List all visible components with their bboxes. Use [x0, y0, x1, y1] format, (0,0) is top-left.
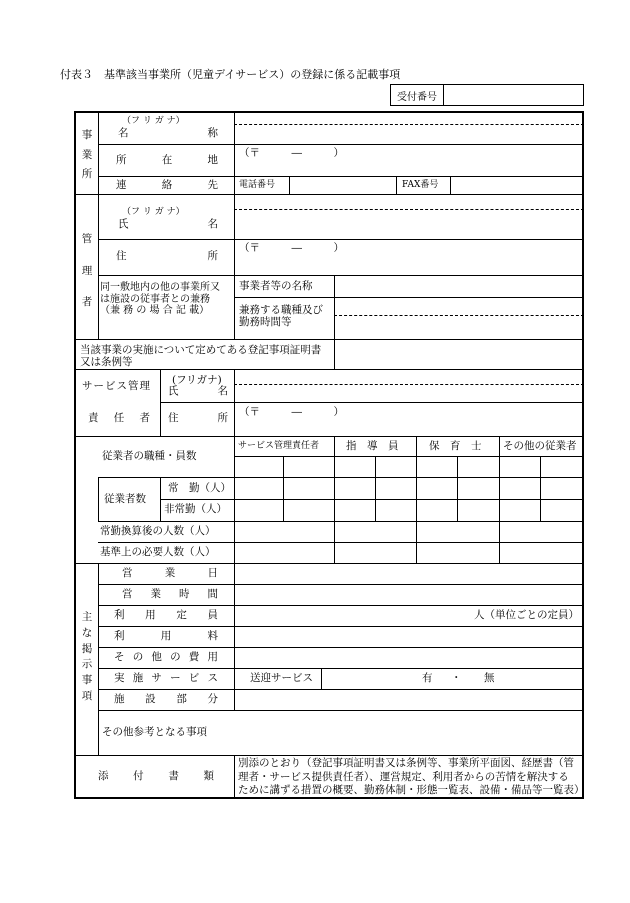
required-count-label: 基準上の必要人数（人）: [100, 546, 216, 558]
capacity-note: 人（単位ごとの定員）: [474, 609, 579, 621]
capacity-label: 利 用 定 員: [114, 609, 218, 621]
converted-count-label: 常勤換算後の人数（人）: [100, 525, 216, 537]
office-group-label: 事 業 所: [81, 129, 93, 180]
fee-label: 利 用 料: [114, 630, 218, 642]
facility-section-label: 施 設 部 分: [114, 693, 218, 705]
service-manager-address-label: 住 所: [168, 412, 228, 424]
posted-items-group-label: 主 な 掲 示 事 項: [81, 611, 93, 702]
service-manager-name-label: 氏 名: [168, 385, 228, 397]
manager-furigana-label: （フ リ ガ ナ）: [122, 207, 185, 217]
manager-postal-mark: （〒 ― ）: [239, 242, 344, 254]
transport-no-option[interactable]: 無: [484, 672, 495, 684]
concurrent-duty-label: 同一敷地内の他の事業所又 は施設の従事者との兼務 （兼 務 の 場 合 記 載）: [100, 282, 220, 316]
manager-address-label: 住 所: [116, 250, 218, 262]
manager-group-label: 管 理 者: [81, 233, 93, 308]
service-manager-label-line2: 責 任 者: [88, 412, 150, 424]
manager-name-label: 氏 名: [118, 218, 218, 230]
column-instructor: 指 導 員: [346, 440, 399, 452]
reception-number-box: [390, 84, 584, 106]
fulltime-label: 常 勤（人）: [168, 482, 231, 494]
form-title: 付表３ 基準該当事業所（児童デイサービス）の登録に係る記載事項: [60, 68, 401, 81]
registration-form-table: [74, 111, 584, 799]
attachments-label: 添 付 書 類: [98, 770, 214, 782]
office-name-label: 名 称: [118, 127, 218, 139]
office-contact-label: 連 絡 先: [116, 179, 218, 191]
reception-number-field[interactable]: [444, 85, 583, 105]
services-label: 実 施 サ ー ビ ス: [114, 672, 218, 684]
parttime-label: 非常勤（人）: [164, 503, 227, 515]
registration-certificate-label: 当該事業の実施について定めてある登記事項証明書 又は条例等: [80, 344, 322, 369]
other-costs-label: そ の 他 の 費 用: [114, 651, 218, 663]
office-furigana-label: （フ リ ガ ナ）: [122, 116, 185, 126]
column-other-staff: その他の従業者: [503, 440, 577, 452]
transport-separator: ・: [451, 672, 462, 684]
transport-service-label: 送迎サービス: [250, 672, 313, 684]
business-hours-label: 営 業 時 間: [122, 588, 218, 600]
concurrent-job-label: 兼務する職種及び 勤務時間等: [239, 304, 323, 329]
service-manager-label-line1: サービス管理: [82, 380, 151, 392]
staff-header-label: 従業者の職種・員数: [102, 450, 197, 462]
service-manager-postal-mark: （〒 ― ）: [239, 406, 344, 418]
staff-count-label: 従業者数: [104, 493, 146, 505]
phone-label: 電話番号: [239, 180, 276, 190]
column-service-manager: サービス管理責任者: [238, 441, 320, 451]
reception-number-label: 受付番号: [391, 85, 444, 105]
transport-yes-option[interactable]: 有: [422, 672, 433, 684]
office-postal-mark: （〒 ― ）: [239, 147, 344, 159]
attachments-description: 別添のとおり（登記事項証明書又は条例等、事業所平面図、経歴書（管 理者・サービス提供責任者）、運営規定、利用者からの苦情を解決する ために講ずる措置の概要、勤務体制・形態一覧表、設備・備品等一覧表）: [238, 757, 585, 797]
business-name-label: 事業者等の名称: [239, 280, 313, 292]
other-reference-label: その他参考となる事項: [102, 726, 207, 738]
fax-label: FAX番号: [402, 180, 439, 190]
business-days-label: 営 業 日: [122, 567, 218, 579]
column-nursery-teacher: 保 育 士: [429, 440, 482, 452]
office-address-label: 所 在 地: [116, 154, 218, 166]
service-manager-furigana-label: (フリガナ): [172, 374, 222, 386]
